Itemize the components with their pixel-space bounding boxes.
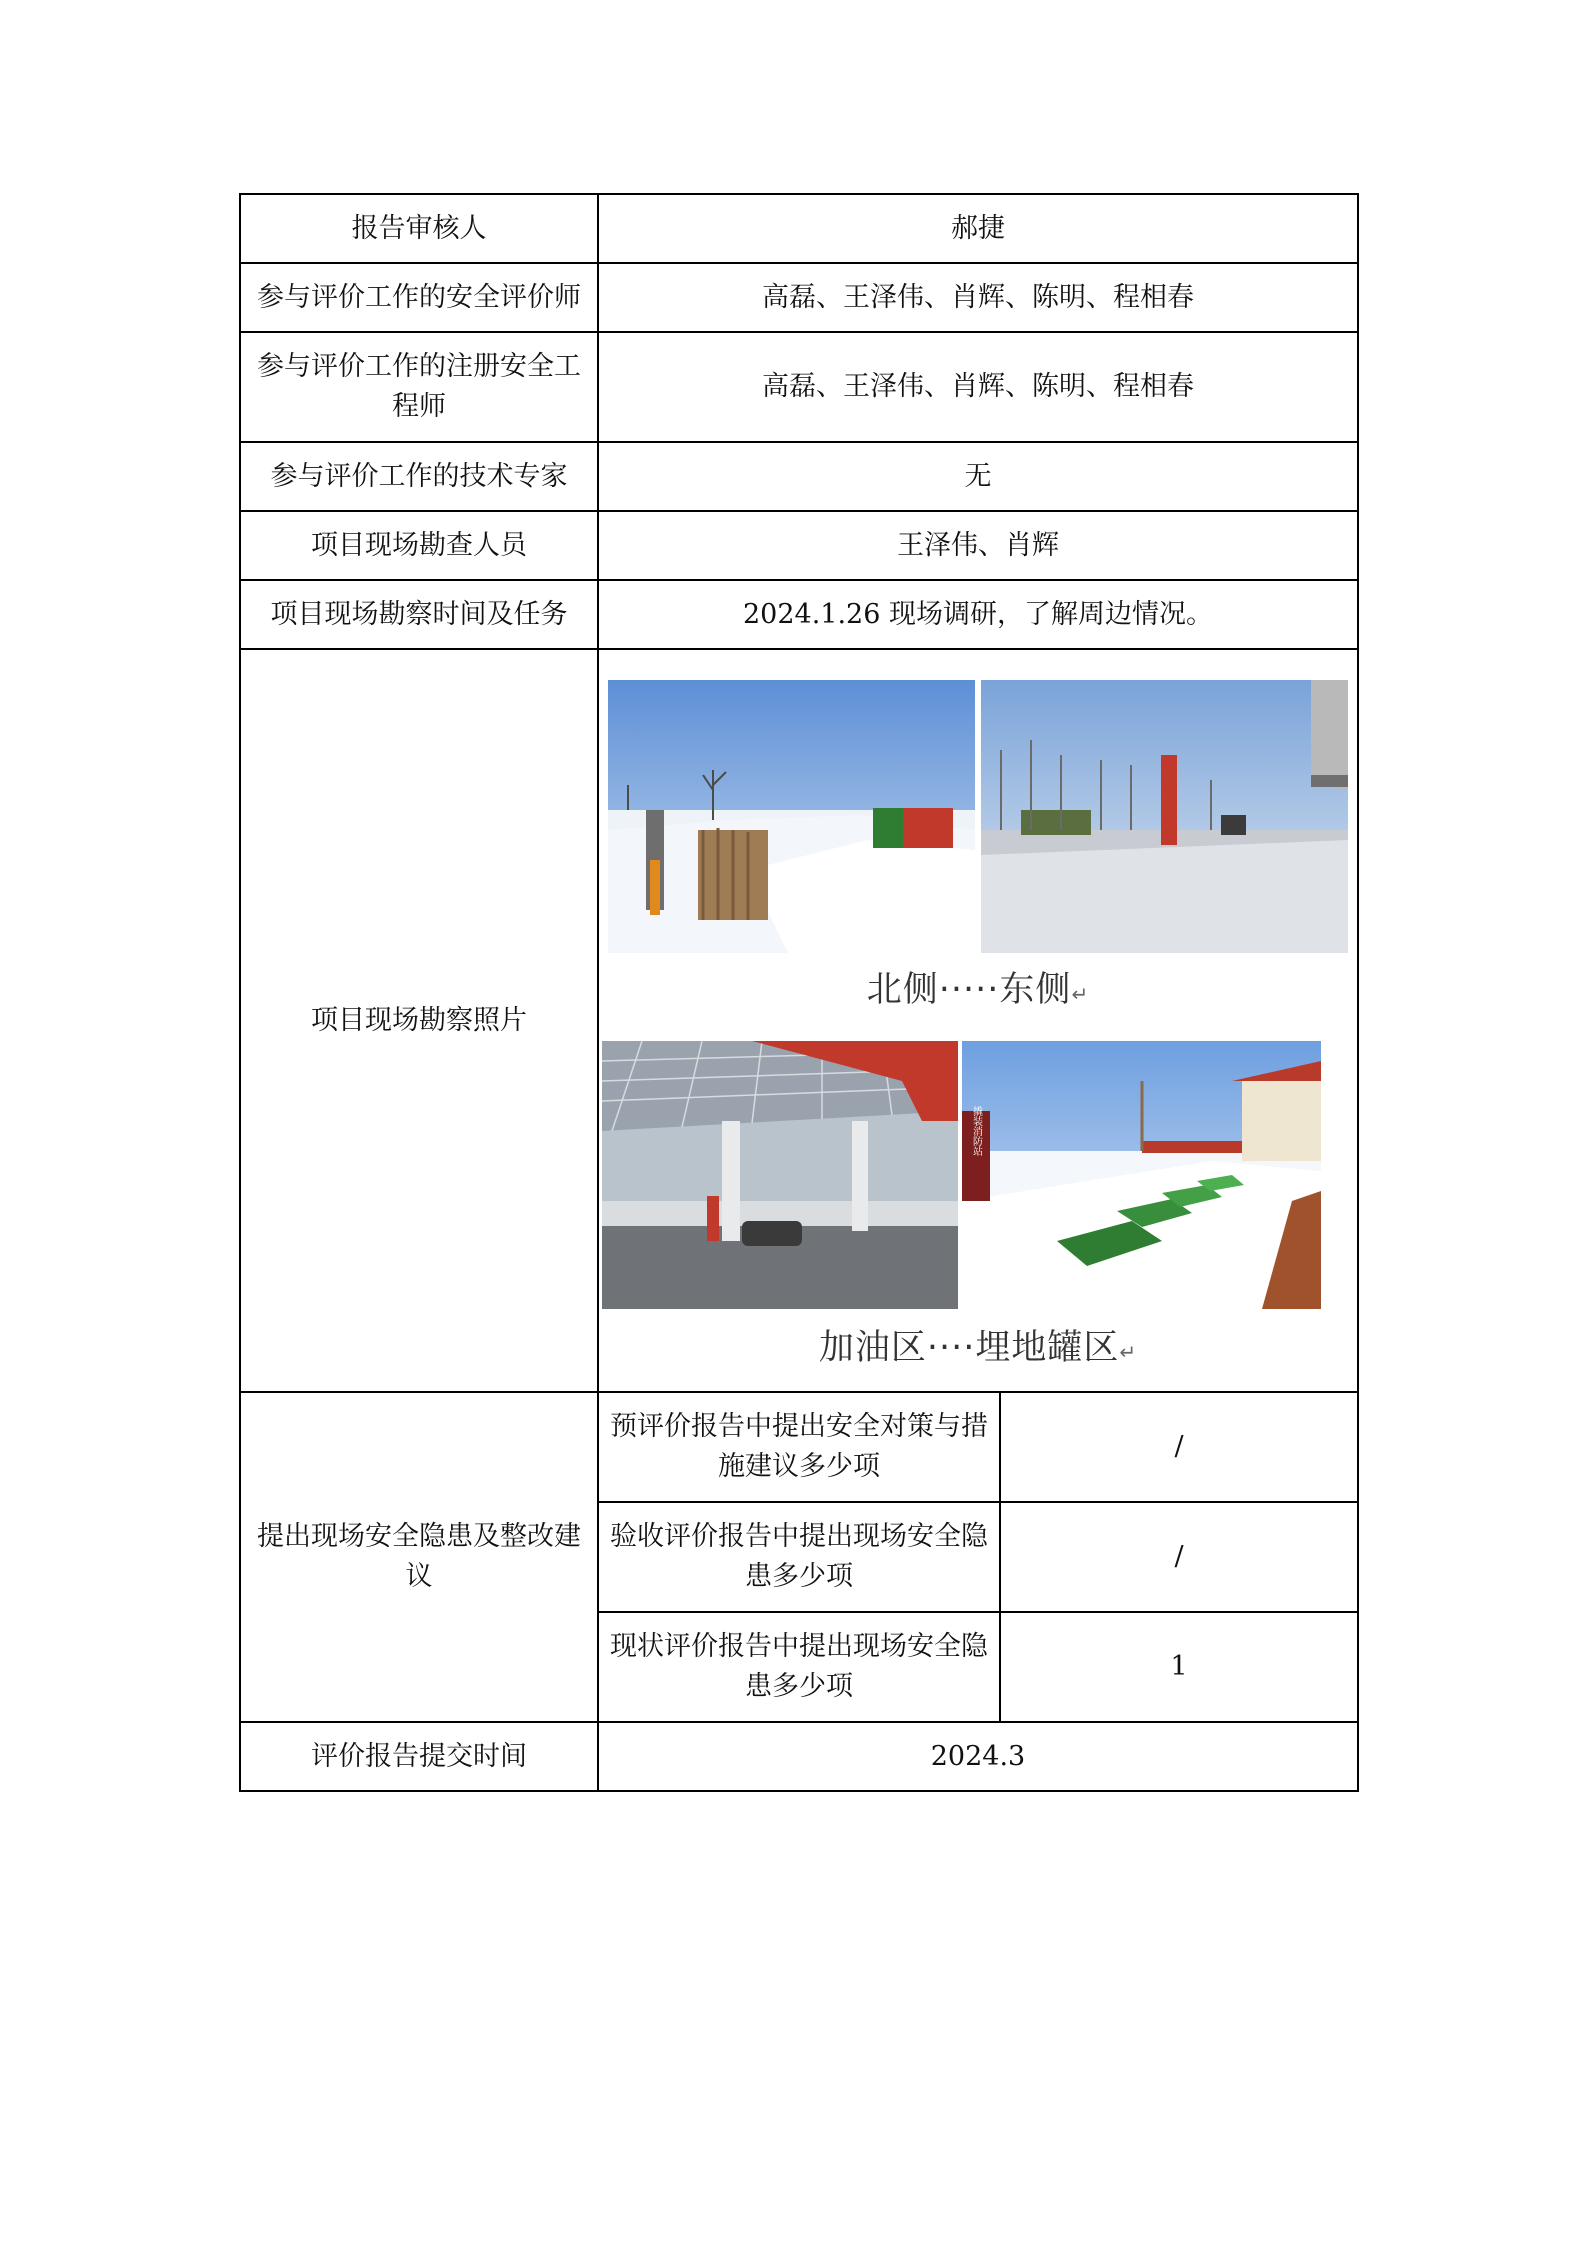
photos-cell: [598, 649, 1358, 1392]
row-engineers: [240, 332, 1358, 442]
site-staff-value: 王泽伟、肖辉: [598, 511, 1358, 580]
photos-label: 项目现场勘察照片: [240, 649, 598, 1392]
row-hazard-1: [240, 1392, 1358, 1502]
photo-group: [608, 680, 1348, 1377]
reviewer-value: 郝捷: [598, 194, 1358, 263]
engineers-label: 参与评价工作的注册安全工程师: [240, 332, 598, 442]
hazard-item-value: 1: [1000, 1612, 1358, 1722]
hazards-label: 提出现场安全隐患及整改建议: [240, 1392, 598, 1722]
site-staff-label: 项目现场勘查人员: [240, 511, 598, 580]
report-table: [239, 193, 1359, 1792]
photo-row-top: [608, 680, 1348, 953]
row-reviewer: [240, 194, 1358, 263]
return-mark: ↵: [1071, 982, 1090, 1006]
row-site-staff: [240, 511, 1358, 580]
caption-top-text: 北侧·····东侧: [866, 970, 1072, 1010]
hazard-item-label: 预评价报告中提出安全对策与措施建议多少项: [598, 1392, 1000, 1502]
reviewer-label: 报告审核人: [240, 194, 598, 263]
survey-time-value: 2024.1.26 现场调研，了解周边情况。: [598, 580, 1358, 649]
row-evaluators: [240, 263, 1358, 332]
engineers-value: 高磊、王泽伟、肖辉、陈明、程相春: [598, 332, 1358, 442]
caption-top: [608, 965, 1348, 1019]
evaluators-label: 参与评价工作的安全评价师: [240, 263, 598, 332]
hazard-item-label: 现状评价报告中提出现场安全隐患多少项: [598, 1612, 1000, 1722]
hazard-item-value: /: [1000, 1502, 1358, 1612]
survey-time-label: 项目现场勘察时间及任务: [240, 580, 598, 649]
row-submit-time: [240, 1722, 1358, 1791]
submit-time-label: 评价报告提交时间: [240, 1722, 598, 1791]
fire-station-sign: 撬装消防站: [970, 1106, 982, 1156]
caption-bottom-text: 加油区····埋地罐区: [818, 1328, 1120, 1368]
experts-value: 无: [598, 442, 1358, 511]
row-photos: [240, 649, 1358, 1392]
submit-time-value: 2024.3: [598, 1722, 1358, 1791]
north-side-photo: [608, 680, 975, 953]
row-survey-time: [240, 580, 1358, 649]
hazard-item-label: 验收评价报告中提出现场安全隐患多少项: [598, 1502, 1000, 1612]
row-experts: [240, 442, 1358, 511]
underground-tank-photo: [962, 1041, 1321, 1309]
return-mark: ↵: [1119, 1340, 1138, 1364]
caption-bottom: [608, 1323, 1348, 1377]
photo-row-bottom: [602, 1041, 1348, 1309]
experts-label: 参与评价工作的技术专家: [240, 442, 598, 511]
refueling-area-photo: [602, 1041, 958, 1309]
evaluators-value: 高磊、王泽伟、肖辉、陈明、程相春: [598, 263, 1358, 332]
east-side-photo: [981, 680, 1348, 953]
hazard-item-value: /: [1000, 1392, 1358, 1502]
